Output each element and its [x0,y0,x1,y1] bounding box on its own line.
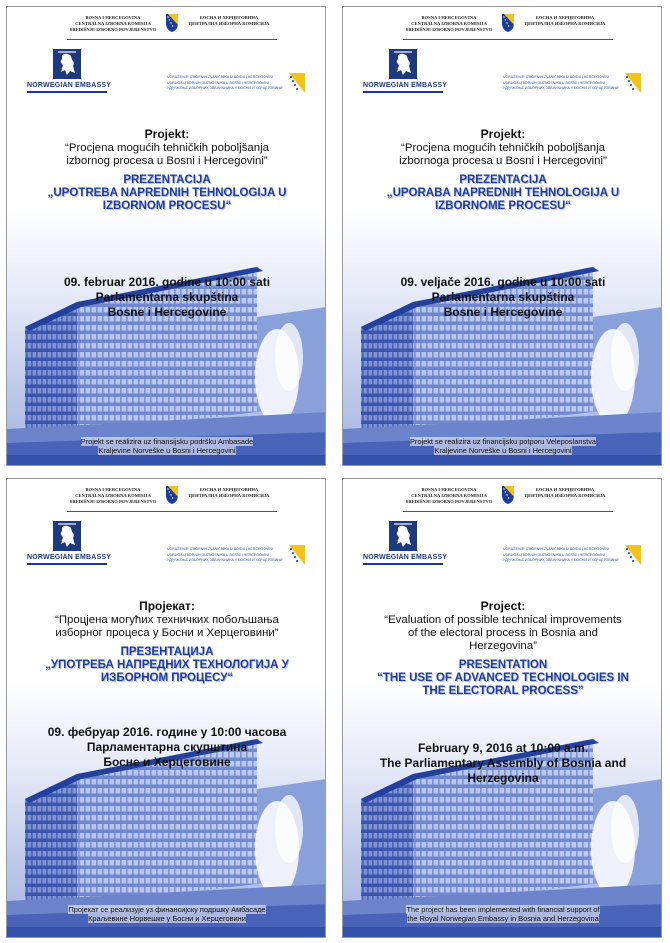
invitation-panel-serbian [6,478,326,938]
proj-title-line: Herzegovina” [469,640,537,652]
norwegian-embassy-logo [363,49,448,101]
association-line: УДРУЖЕЊЕ ИЗБОРНИХ ЗВАНИЧНИКА У БОСНИ И ХЕРЦЕГОВИНИ [167,86,283,90]
footer-line: Пројекат се реализује уз финансијску подршку Амбасаде [68,905,266,914]
association-line: UDRUGA IZBORNIH DUŽNOSNIKA U BOSNI I HERCEGOVINI [503,552,605,557]
cik-line: CENTRALNA IZBORNA KOMISIJA [75,21,151,26]
event-date-venue [15,725,319,770]
date-line: Босне и Херцеговине [103,755,231,769]
association-line: УДРУЖЕЊЕ ИЗБОРНИХ ЗВАНИЧНИКА У БОСНИ И ХЕРЦЕГОВИНИ [167,558,283,562]
cik-header [403,13,613,43]
cik-line: BOSNA I HERCEGOVINA [85,487,141,492]
izbori-association-logo [503,69,641,103]
parliament-building-photo [7,207,326,466]
header-divider [403,511,613,512]
cik-line: ЦЕНТРАЛНА ИЗБОРНА КОМИСИЈА [188,493,270,498]
title-block [351,599,655,698]
cik-line: ЦЕНТРАЛНА ИЗБОРНА КОМИСИЈА [524,493,606,498]
parliament-building-photo [7,679,326,938]
proj-title-line: “Procjena mogućih tehničkih poboljšanja [65,142,269,154]
project-title [15,142,319,168]
norway-lion-icon [53,49,81,79]
association-line: УДРУЖЕЊЕ ИЗБОРНИХ ЗВАНИЧНИКА У БОСНИ И ХЕРЦЕГОВИНИ [503,558,619,562]
date-line: Парламентарна скупштина [86,740,248,754]
association-names [167,75,285,92]
pres-title-line: IZBORNOME PROCESU“ [434,200,572,212]
cik-line: CENTRALNA IZBORNA KOMISIJA [75,493,151,498]
date-line: Parlamentarna skupština [431,290,575,304]
pres-title-line: IZBORNOM PROCESU“ [102,200,232,212]
cik-line: BOSNA I HERCEGOVINA [421,15,477,20]
cik-name-cyrillic [183,487,275,499]
bih-coat-of-arms-icon [165,13,179,33]
presentation-label: ПРЕЗЕНТАЦИЈА [120,646,214,658]
embassy-underline [363,91,443,93]
header-divider [67,511,277,512]
date-line: Parlamentarna skupština [95,290,239,304]
cik-header [67,13,277,43]
date-line: The Parliamentary Assembly of Bosnia and [379,756,627,770]
title-block [351,127,655,213]
proj-title-line: “Procjena mogućih tehničkih poboljšanja [401,142,605,154]
association-line: UDRUŽENJE IZBORNIH ZVANIČNIKA U BOSNI I HERCEGOVINI [167,547,273,551]
date-line: 09. veljače 2016. godine u 10:00 sati [400,275,606,289]
embassy-underline [27,563,107,565]
izbori-association-logo [167,69,305,103]
association-line: UDRUŽENJE IZBORNIH ZVANIČNIKA U BOSNI I HERCEGOVINI [503,75,609,79]
pres-title-line: ИЗБОРНОМ ПРОЦЕСУ“ [100,672,234,684]
date-line: 09. фебруар 2016. године у 10:00 часова [47,725,287,739]
cik-line: SREDIŠNJE IZBORNO POVJERENSTVO [405,27,493,32]
cik-name-cyrillic [519,487,611,499]
pres-title-line: „UPOTREBA NAPREDNIH TEHNOLOGIJA U [47,187,287,199]
pres-title-line: THE ELECTORAL PROCESS” [422,685,584,697]
bih-coat-of-arms-icon [501,13,515,33]
izbori-association-logo [503,541,641,575]
footer-line: Kraljevine Norveške u Bosni i Hercegovini [434,446,572,455]
header-divider [403,39,613,40]
project-label: Project: [480,599,526,613]
pres-title-line: „УПОТРЕБА НАПРЕДНИХ ТЕХНОЛОГИЈА У [45,659,289,671]
embassy-underline [27,91,107,93]
cik-line: BOSNA I HERCEGOVINA [85,15,141,20]
cik-line: БОСНА И ХЕРЦЕГОВИНА [199,15,259,20]
association-line: UDRUGA IZBORNIH DUŽNOSNIKA U BOSNI I HERCEGOVINI [167,552,269,557]
association-names [167,547,285,564]
parliament-building-photo [343,679,662,938]
proj-title-line: of the electoral process in Bosnia and [408,627,598,639]
title-block [15,599,319,685]
project-label: Projekt: [144,127,190,141]
presentation-title [15,659,319,685]
izbori-mark-icon [285,69,307,97]
cik-line: CENTRALNA IZBORNA KOMISIJA [411,493,487,498]
proj-title-line: “Процјена могућих техничких побољшања [55,614,279,626]
event-date-venue [351,275,655,320]
cik-name-latin [67,15,159,33]
norway-lion-icon [389,49,417,79]
presentation-title [351,187,655,213]
title-block [15,127,319,213]
cik-header [403,485,613,515]
date-line: February 9, 2016 at 10:00 a.m. [417,741,589,755]
izbori-mark-icon [285,541,307,569]
cik-name-latin [403,15,495,33]
cik-line: CENTRALNA IZBORNA KOMISIJA [411,21,487,26]
cik-name-cyrillic [183,15,275,27]
event-date-venue [351,741,655,786]
invitation-panel-bosnian [6,6,326,466]
project-title [15,614,319,640]
date-line: Bosne i Hercegovine [443,305,563,319]
funding-note [15,905,319,923]
cik-line: SREDIŠNJE IZBORNO POVJERENSTVO [405,499,493,504]
izbori-mark-icon [621,541,643,569]
presentation-label: PREZENTACIJA [123,174,211,186]
norway-lion-icon [389,521,417,551]
proj-title-line: “Evaluation of possible technical improvements [384,614,622,626]
cik-line: БОСНА И ХЕРЦЕГОВИНА [199,487,259,492]
funding-note [15,437,319,455]
cik-line: SREDIŠNJE IZBORNO POVJERENSTVO [69,499,157,504]
cik-line: ЦЕНТРАЛНА ИЗБОРНА КОМИСИЈА [188,21,270,26]
norwegian-embassy-logo [363,521,448,573]
proj-title-line: izbornoga procesa u Bosni i Hercegovini” [399,155,607,167]
association-names [503,547,621,564]
presentation-title [351,672,655,698]
norway-lion-icon [53,521,81,551]
project-label: Projekt: [480,127,526,141]
footer-line: The project has been implemented with financial support of [406,905,600,914]
invitation-panel-croatian [342,6,662,466]
footer-line: Projekt se realizira uz finansijsku podršku Ambasade [80,437,254,446]
footer-line: Projekt se realizira uz financijsku potporu Veleposlanstva [409,437,597,446]
embassy-underline [363,563,443,565]
event-date-venue [15,275,319,320]
pres-title-line: „UPORABA NAPREDNIH TEHNOLOGIJA U [386,187,620,199]
presentation-label: PRESENTATION [458,659,548,671]
project-label: Пројекат: [139,599,195,613]
cik-line: БОСНА И ХЕРЦЕГОВИНА [535,487,595,492]
embassy-name: NORWEGIAN EMBASSY [363,82,448,89]
cik-name-cyrillic [519,15,611,27]
footer-line: Kraljevine Norveške u Bosni i Hercegovini [98,446,236,455]
proj-title-line: изборног процеса у Босни и Херцеговини” [55,627,279,639]
cik-line: BOSNA I HERCEGOVINA [421,487,477,492]
izbori-association-logo [167,541,305,575]
cik-line: БОСНА И ХЕРЦЕГОВИНА [535,15,595,20]
presentation-title [15,187,319,213]
embassy-name: NORWEGIAN EMBASSY [27,82,112,89]
bih-coat-of-arms-icon [165,485,179,505]
embassy-name: NORWEGIAN EMBASSY [363,554,448,561]
association-names [503,75,621,92]
association-line: UDRUŽENJE IZBORNIH ZVANIČNIKA U BOSNI I HERCEGOVINI [503,547,609,551]
cik-name-latin [403,487,495,505]
cik-line: SREDIŠNJE IZBORNO POVJERENSTVO [69,27,157,32]
izbori-mark-icon [621,69,643,97]
date-line: 09. februar 2016. godine u 10:00 sati [63,275,271,289]
funding-note [351,905,655,923]
date-line: Bosne i Hercegovine [107,305,227,319]
date-line: Herzegovina [467,771,539,785]
proj-title-line: izbornog procesa u Bosni i Hercegovini” [66,155,268,167]
cik-line: ЦЕНТРАЛНА ИЗБОРНА КОМИСИЈА [524,21,606,26]
cik-name-latin [67,487,159,505]
header-divider [67,39,277,40]
invitation-panel-english [342,478,662,938]
norwegian-embassy-logo [27,49,112,101]
parliament-building-photo [343,207,662,466]
norwegian-embassy-logo [27,521,112,573]
presentation-label: PREZENTACIJA [459,174,547,186]
bih-coat-of-arms-icon [501,485,515,505]
pres-title-line: “THE USE OF ADVANCED TECHNOLOGIES IN [377,672,629,684]
association-line: УДРУЖЕЊЕ ИЗБОРНИХ ЗВАНИЧНИКА У БОСНИ И ХЕРЦЕГОВИНИ [503,86,619,90]
funding-note [351,437,655,455]
association-line: UDRUGA IZBORNIH DUŽNOSNIKA U BOSNI I HERCEGOVINI [167,80,269,85]
association-line: UDRUŽENJE IZBORNIH ZVANIČNIKA U BOSNI I HERCEGOVINI [167,75,273,79]
association-line: UDRUGA IZBORNIH DUŽNOSNIKA U BOSNI I HERCEGOVINI [503,80,605,85]
footer-line: the Royal Norwegian Embassy in Bosnia and Herzegovina [407,914,599,923]
footer-line: Краљевине Норвешке у Босни и Херцеговини [88,914,246,923]
project-title [351,142,655,168]
project-title [351,614,655,653]
embassy-name: NORWEGIAN EMBASSY [27,554,112,561]
cik-header [67,485,277,515]
